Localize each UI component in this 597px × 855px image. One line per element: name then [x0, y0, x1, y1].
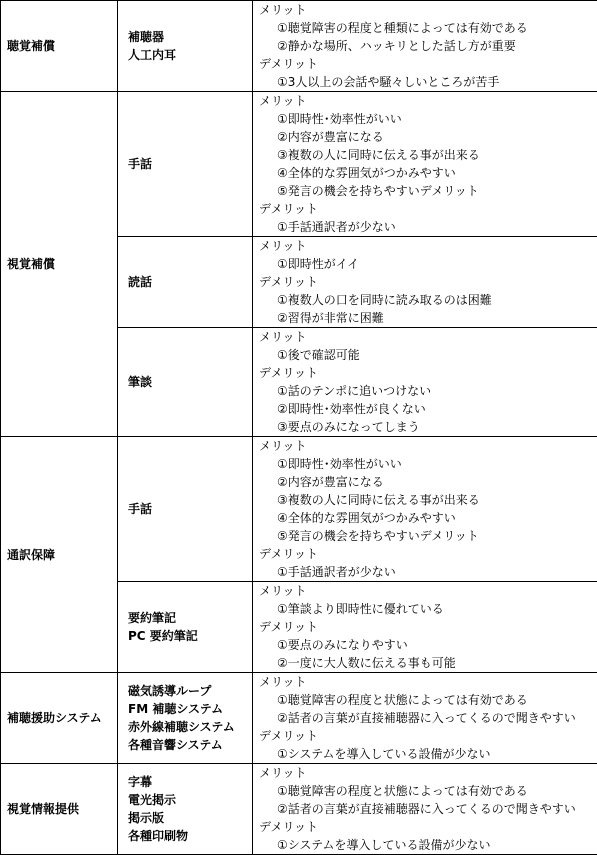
merit-demerit-cell: [253, 328, 597, 437]
means-item: PC 要約筆記: [128, 627, 252, 645]
merit-item: ①聴覚障害の程度と種類によっては有効である: [259, 19, 597, 37]
means-cell: [118, 764, 253, 855]
category-cell: [1, 1, 118, 92]
merit-item: ①即時性がイイ: [259, 255, 597, 273]
merit-item: ①後で確認可能: [259, 346, 597, 364]
means-item: 手話: [128, 500, 252, 518]
merit-item: ②話者の言葉が直接補聴器に入ってくるので聞きやすい: [259, 709, 597, 727]
merit-item: ①筆談より即時性に優れている: [259, 600, 597, 618]
means-cell: [118, 1, 253, 92]
means-item: 読話: [128, 273, 252, 291]
merit-heading: メリット: [259, 673, 597, 691]
merit-item: ④全体的な雰囲気がつかみやすい: [259, 509, 597, 527]
merit-demerit-cell: [253, 237, 597, 328]
demerit-item: ①話のテンポに追いつけない: [259, 382, 597, 400]
demerit-heading: デメリット: [259, 727, 597, 745]
merit-demerit-cell: [253, 437, 597, 582]
means-item: 掲示版: [128, 809, 252, 827]
means-cell: [118, 92, 253, 237]
category-label: 視覚情報提供: [7, 802, 79, 816]
merit-item: ③複数の人に同時に伝える事が出来る: [259, 146, 597, 164]
demerit-item: ①システムを導入している設備が少ない: [259, 745, 597, 763]
demerit-item: ①手話通訳者が少ない: [259, 218, 597, 236]
category-cell: [1, 92, 118, 437]
merit-demerit-cell: [253, 673, 597, 764]
merit-item: ④全体的な雰囲気がつかみやすい: [259, 164, 597, 182]
merit-heading: メリット: [259, 328, 597, 346]
merit-demerit-cell: [253, 1, 597, 92]
means-item: 字幕: [128, 773, 252, 791]
means-item: FM 補聴システム: [128, 700, 252, 718]
category-label: 補聴援助システム: [7, 711, 102, 725]
demerit-item: ②即時性･効率性が良くない: [259, 400, 597, 418]
merit-demerit-cell: [253, 92, 597, 237]
table-row: [1, 437, 597, 582]
means-cell: [118, 237, 253, 328]
demerit-heading: デメリット: [259, 545, 597, 563]
merit-heading: メリット: [259, 1, 597, 19]
merit-heading: メリット: [259, 582, 597, 600]
means-item: 磁気誘導ループ: [128, 682, 252, 700]
demerit-item: ②習得が非常に困難: [259, 309, 597, 327]
merit-item: ②静かな場所、ハッキリとした話し方が重要: [259, 37, 597, 55]
means-item: 赤外線補聴システム: [128, 718, 252, 736]
merit-heading: メリット: [259, 92, 597, 110]
means-item: 各種印刷物: [128, 827, 252, 845]
category-cell: [1, 764, 118, 855]
table-row: [1, 764, 597, 855]
merit-demerit-cell: [253, 582, 597, 673]
demerit-item: ①3人以上の会話や騒々しいところが苦手: [259, 73, 597, 91]
merit-item: ②話者の言葉が直接補聴器に入ってくるので聞きやすい: [259, 800, 597, 818]
category-label: 通訳保障: [7, 548, 55, 562]
category-cell: [1, 673, 118, 764]
demerit-item: ①手話通訳者が少ない: [259, 563, 597, 581]
demerit-heading: デメリット: [259, 273, 597, 291]
merit-item: ①聴覚障害の程度と状態によっては有効である: [259, 691, 597, 709]
merit-item: ①即時性･効率性がいい: [259, 455, 597, 473]
merit-item: ③複数の人に同時に伝える事が出来る: [259, 491, 597, 509]
merit-heading: メリット: [259, 237, 597, 255]
category-label: 聴覚補償: [7, 39, 55, 53]
merit-heading: メリット: [259, 764, 597, 782]
demerit-heading: デメリット: [259, 618, 597, 636]
demerit-heading: デメリット: [259, 818, 597, 836]
means-item: 電光掲示: [128, 791, 252, 809]
means-item: 筆談: [128, 373, 252, 391]
demerit-item: ②一度に大人数に伝える事も可能: [259, 654, 597, 672]
means-item: 補聴器: [128, 28, 252, 46]
merit-item: ⑤発言の機会を持ちやすいデメリット: [259, 182, 597, 200]
means-cell: [118, 673, 253, 764]
means-cell: [118, 437, 253, 582]
demerit-item: ①要点のみになりやすい: [259, 636, 597, 654]
merit-heading: メリット: [259, 437, 597, 455]
means-item: 人工内耳: [128, 46, 252, 64]
table-row: [1, 92, 597, 237]
demerit-heading: デメリット: [259, 200, 597, 218]
demerit-item: ①複数人の口を同時に読み取るのは困難: [259, 291, 597, 309]
category-cell: [1, 437, 118, 673]
merit-item: ②内容が豊富になる: [259, 128, 597, 146]
merit-item: ①即時性･効率性がいい: [259, 110, 597, 128]
table-row: [1, 1, 597, 92]
demerit-item: ①システムを導入している設備が少ない: [259, 836, 597, 854]
means-item: 要約筆記: [128, 609, 252, 627]
means-cell: [118, 328, 253, 437]
demerit-item: ③要点のみになってしまう: [259, 418, 597, 436]
merit-item: ①聴覚障害の程度と状態によっては有効である: [259, 782, 597, 800]
means-item: 手話: [128, 155, 252, 173]
table-row: [1, 673, 597, 764]
demerit-heading: デメリット: [259, 55, 597, 73]
means-item: 各種音響システム: [128, 736, 252, 754]
means-cell: [118, 582, 253, 673]
category-label: 視覚補償: [7, 257, 55, 271]
demerit-heading: デメリット: [259, 364, 597, 382]
merit-item: ⑤発言の機会を持ちやすいデメリット: [259, 527, 597, 545]
merit-demerit-cell: [253, 764, 597, 855]
merit-item: ②内容が豊富になる: [259, 473, 597, 491]
